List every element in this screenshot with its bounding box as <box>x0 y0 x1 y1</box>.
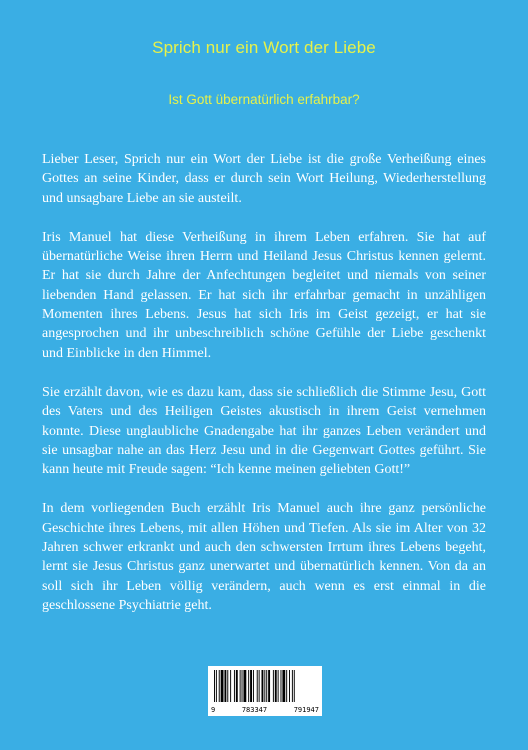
barcode-bar <box>221 670 224 702</box>
barcode-bar <box>236 670 238 702</box>
barcode-bar <box>273 670 274 702</box>
cover-title: Sprich nur ein Wort der Liebe <box>152 38 376 57</box>
barcode-bar <box>219 670 220 702</box>
barcode-bar <box>278 670 279 702</box>
blurb-paragraph-3: Sie erzählt davon, wie es dazu kam, dass sie schließlich die Stimme Jesu, Gott des Vaters und des Heiligen Geistes akustisch in ihrem Geist vernehmen konnte. Diese unglaubliche Gnadengabe hat ihr ganzes Leben verändert und sie unsagbar nahe an das Herz Jesu und in die Gegenwart Gottes geführt. Sie kann heute mit Freude sagen: “Ich kenne meinen geliebten Gott!” <box>42 384 486 478</box>
barcode-bar <box>224 670 226 702</box>
cover-subtitle: Ist Gott übernatürlich erfahrbar? <box>168 92 360 107</box>
barcode-bar <box>234 670 235 702</box>
barcode-bar <box>253 670 254 702</box>
barcode-bar <box>259 670 260 702</box>
barcode-bar <box>286 670 287 702</box>
barcode-digit-group-2: 791947 <box>293 706 319 714</box>
barcode-bar <box>257 670 258 702</box>
barcode-bar <box>240 670 241 702</box>
blurb-paragraph-4: In dem vorliegenden Buch erzählt Iris Manuel auch ihre ganz persönliche Geschichte ihres Lebens, mit allen Höhen und Tiefen. Als sie im Alter von 32 Jahren schwer erkrankt und auch den schwersten Irrtum ihres Lebens begeht, lernt sie Jesus Christus ganz unerwartet und übernatürlich kennen. Von da an soll sich ihr Leben völlig verändern, auch wenn es erst einmal in die geschlossene Psychiatrie geht. <box>42 501 486 613</box>
isbn-barcode <box>208 666 322 716</box>
barcode-bar <box>268 670 270 702</box>
barcode-bar <box>266 670 267 702</box>
cover-blurb <box>42 150 486 635</box>
barcode-bar <box>281 670 282 702</box>
barcode-bar <box>242 670 243 702</box>
barcode-digit-first: 9 <box>211 706 216 714</box>
barcode-digit-group-1: 783347 <box>241 706 268 714</box>
blurb-paragraph-2: Iris Manuel hat diese Verheißung in ihrem Leben erfahren. Sie hat auf übernatürliche Weise ihren Herrn und Heiland Jesus Christus kennen gelernt. Er hat sie durch Jahre der Anfechtungen begleitet und niemals von seiner liebenden Hand gelassen. Er hat sich ihr erfahrbar gemacht in unzähligen Momenten ihres Lebens. Jesus hat sich Iris im Geist gezeigt, er hat sie angesprochen und ihr unbeschreiblich schöne Gefühle der Liebe geschenkt und Einblicke in den Himmel. <box>42 229 486 361</box>
barcode-bar <box>243 670 246 702</box>
barcode-bar <box>227 670 228 702</box>
barcode-bar <box>216 670 217 702</box>
barcode-bar <box>289 670 290 702</box>
barcode-bar <box>292 670 293 702</box>
barcode-bar <box>294 670 295 702</box>
barcode-bar <box>214 670 215 702</box>
barcode-digits <box>208 706 322 714</box>
barcode-bars <box>214 670 316 702</box>
barcode-bar <box>275 670 277 702</box>
barcode-bar <box>248 670 249 702</box>
barcode-bar <box>262 670 264 702</box>
barcode-bar <box>250 670 252 702</box>
barcode-bar <box>264 670 265 702</box>
blurb-paragraph-1: Lieber Leser, Sprich nur ein Wort der Liebe ist die große Verheißung eines Gottes an seine Kinder, dass er durch sein Wort Heilung, Wiederherstellung und unsagbare Liebe an sie austeilt. <box>42 152 486 206</box>
barcode-bar <box>230 670 231 702</box>
barcode-bar <box>282 670 285 702</box>
